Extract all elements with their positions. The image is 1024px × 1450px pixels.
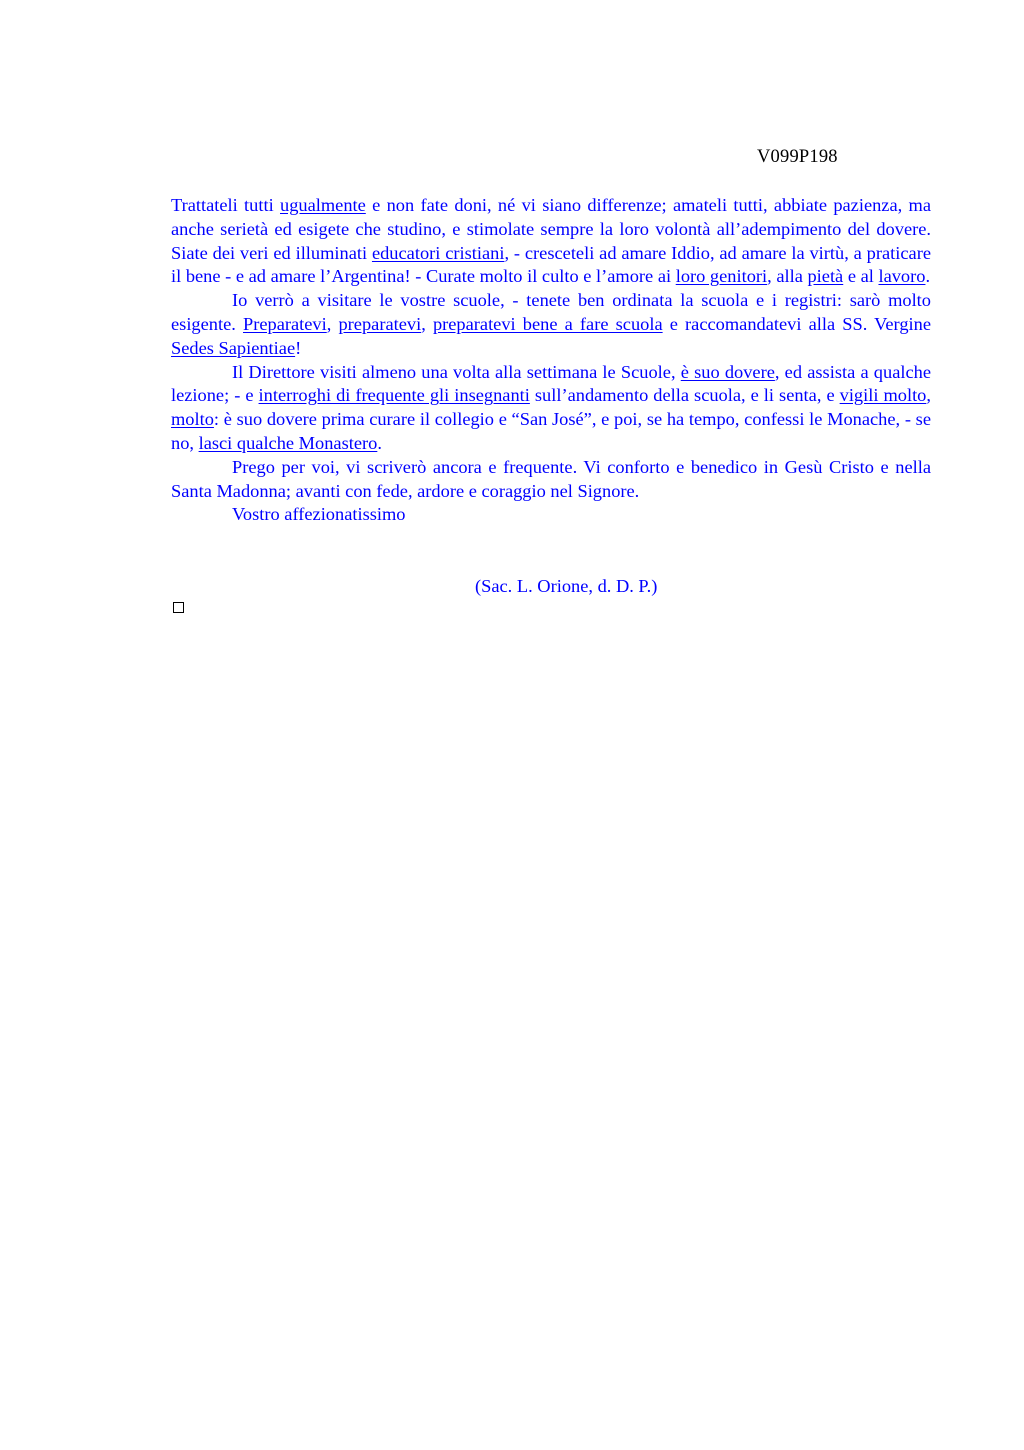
underlined-phrase: interroghi di frequente gli insegnanti — [258, 385, 530, 406]
underlined-phrase: vigili molto — [839, 385, 927, 406]
underlined-phrase: ugualmente — [280, 195, 366, 215]
letter-body — [171, 194, 931, 527]
underlined-phrase: è suo dovere — [680, 361, 775, 382]
underlined-phrase: preparatevi bene a fare scuola — [432, 313, 663, 334]
underlined-phrase: molto — [171, 409, 214, 430]
underlined-phrase: Sedes Sapientiae — [171, 337, 296, 358]
underlined-phrase: loro genitori — [675, 266, 768, 287]
underlined-phrase: lavoro — [878, 266, 926, 287]
paragraph-3: Il Direttore visiti almeno una volta alla settimana le Scuole, è suo dovere, ed assista a qualche lezione; - e interroghi di frequente gli insegnanti sull’andamento della scuola, e li senta, e vigili molto, molto: è suo dovere prima curare il collegio e “San José”, e poi, se ha tempo, confessi le Monache, - se no, lasci qualche Monastero. — [171, 361, 931, 453]
underlined-phrase: lasci qualche Monastero — [198, 432, 378, 453]
underlined-phrase: preparatevi — [338, 313, 422, 334]
paragraph-1: Trattateli tutti ugualmente e non fate doni, né vi siano differenze; amateli tutti, abbiate pazienza, ma anche serietà ed esigete che studino, e stimolate sempre la loro volontà all’adempimento del dovere. Siate dei veri ed illuminati educatori cristiani, - cresceteli ad amare Iddio, ad amare la virtù, a praticare il bene - e ad amare l’Argentina! - Curate molto il culto e l’amore ai loro genitori, alla pietà e al lavoro. — [171, 195, 932, 287]
underlined-phrase: pietà — [807, 266, 844, 287]
paragraph-4: Prego per voi, vi scriverò ancora e frequente. Vi conforto e benedico in Gesù Cristo e nella Santa Madonna; avanti con fede, ardore e coraggio nel Signore. — [171, 456, 931, 501]
underlined-phrase: Preparatevi — [243, 313, 327, 334]
closing-salutation: Vostro affezionatissimo — [232, 504, 406, 525]
empty-square-icon — [173, 602, 184, 613]
page-identifier: V099P198 — [757, 147, 838, 167]
underlined-phrase: educatori cristiani — [371, 242, 505, 263]
paragraph-2: Io verrò a visitare le vostre scuole, - tenete ben ordinata la scuola e i registri: sarò molto esigente. Preparatevi, preparatevi, preparatevi bene a fare scuola e raccomandatevi alla SS. Vergine Sedes Sapientiae! — [171, 290, 931, 358]
signature: (Sac. L. Orione, d. D. P.) — [475, 576, 658, 596]
